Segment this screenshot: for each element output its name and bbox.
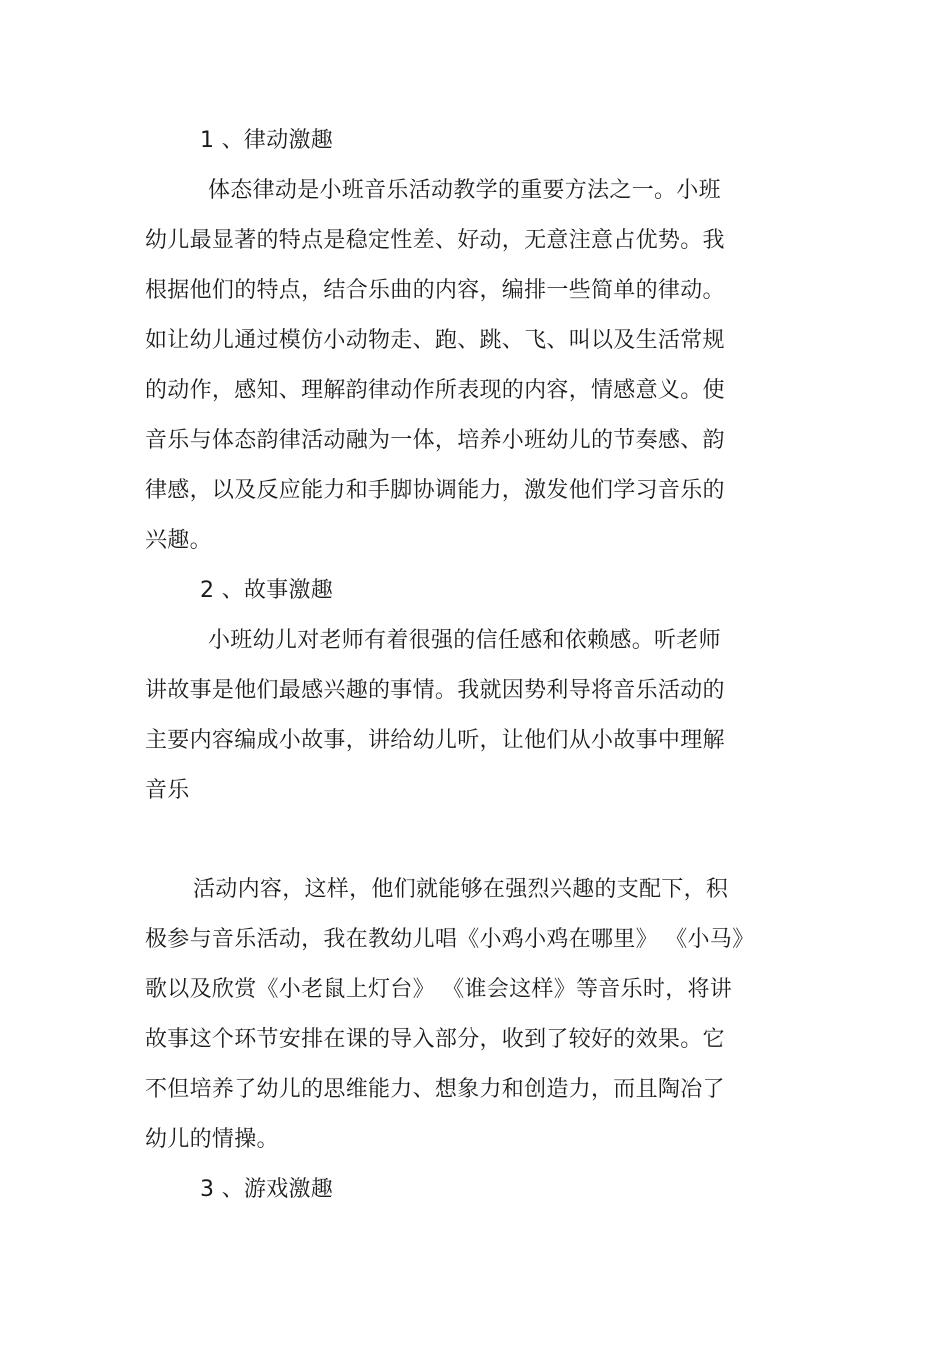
section-heading-2: 2 、故事激趣	[200, 578, 334, 603]
paragraph-line: 的动作，感知、理解韵律动作所表现的内容，情感意义。使	[145, 378, 725, 403]
section-heading-1: 1 、律动激趣	[200, 128, 334, 153]
paragraph-line: 主要内容编成小故事，讲给幼儿听，让他们从小故事中理解	[145, 728, 725, 753]
section-heading-3: 3 、游戏激趣	[200, 1177, 334, 1202]
paragraph-line: 极参与音乐活动，我在教幼儿唱《小鸡小鸡在哪里》 《小马》	[145, 927, 755, 952]
paragraph-line: 根据他们的特点，结合乐曲的内容，编排一些简单的律动。	[145, 278, 725, 303]
paragraph-line: 兴趣。	[145, 528, 212, 553]
paragraph-line: 活动内容，这样，他们就能够在强烈兴趣的支配下，积	[193, 877, 729, 902]
paragraph-line: 幼儿最显著的特点是稳定性差、好动，无意注意占优势。我	[145, 228, 725, 253]
paragraph-line: 小班幼儿对老师有着很强的信任感和依赖感。听老师	[208, 628, 721, 653]
paragraph-line: 如让幼儿通过模仿小动物走、跑、跳、飞、叫以及生活常规	[145, 328, 725, 353]
paragraph-line: 幼儿的情操。	[145, 1127, 279, 1152]
paragraph-line: 律感，以及反应能力和手脚协调能力，激发他们学习音乐的	[145, 478, 725, 503]
paragraph-line: 不但培养了幼儿的思维能力、想象力和创造力，而且陶冶了	[145, 1077, 725, 1102]
paragraph-line: 体态律动是小班音乐活动教学的重要方法之一。小班	[208, 178, 721, 203]
paragraph-line: 音乐	[145, 778, 190, 803]
paragraph-line: 歌以及欣赏《小老鼠上灯台》 《谁会这样》等音乐时，将讲	[145, 977, 733, 1002]
paragraph-line: 故事这个环节安排在课的导入部分，收到了较好的效果。它	[145, 1027, 725, 1052]
paragraph-line: 讲故事是他们最感兴趣的事情。我就因势利导将音乐活动的	[145, 678, 725, 703]
paragraph-line: 音乐与体态韵律活动融为一体，培养小班幼儿的节奏感、韵	[145, 428, 725, 453]
